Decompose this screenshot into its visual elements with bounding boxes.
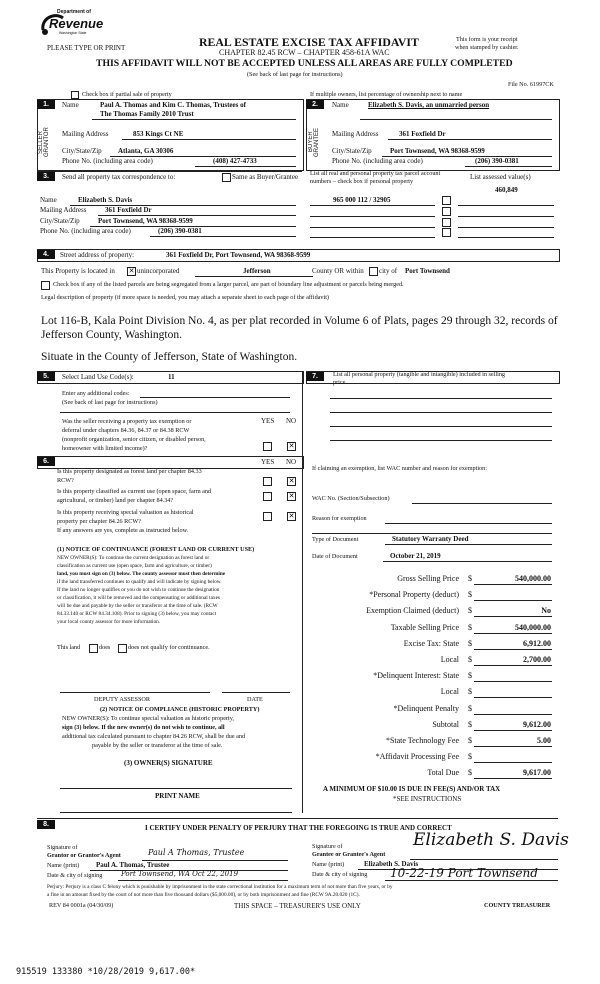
personal-property-checkbox-1[interactable]	[442, 196, 451, 205]
segregated-checkbox[interactable]	[41, 281, 50, 290]
historic-q-line-3: If any answers are yes, complete as instructed below.	[57, 527, 189, 534]
perjury-line-2: a fine in an amount fixed by the court of not more than five thousand dollars ($5,000.00), or by both imprisonment and fine (RCW 9A.20.020 (1C).	[47, 892, 360, 898]
personal-property-checkbox-3[interactable]	[442, 218, 451, 227]
print-name-label: PRINT NAME	[155, 792, 200, 800]
treasurer-use-only: THIS SPACE – TREASURER'S USE ONLY	[234, 902, 361, 910]
notice-continuance-line-3: land, you must sign on (3) below. The county assessor must then determine	[57, 571, 226, 577]
exemption-wac-label: If claiming an exemption, list WAC number and reason for exemption:	[312, 465, 487, 472]
tax-line-label: Local	[440, 655, 459, 664]
receipt-text-2: when stamped by cashier.	[455, 44, 519, 51]
parcel-number[interactable]: 965 000 112 / 32905	[333, 196, 391, 204]
partial-sale-label: Check box if partial sale of property	[82, 91, 172, 98]
tax-line-value[interactable]: 540,000.00	[515, 574, 551, 583]
buyer-side-label: BUYER GRANTEE	[308, 127, 320, 157]
partial-sale-checkbox[interactable]	[71, 91, 79, 99]
historic-no-checkbox[interactable]: ✕	[288, 512, 295, 520]
historic-q-line-2: property per chapter 84.26 RCW?	[57, 518, 142, 525]
tax-line-rule	[474, 730, 552, 731]
form-chapter: CHAPTER 82.45 RCW – CHAPTER 458-61A WAC	[219, 48, 390, 57]
tax-line-rule	[474, 714, 552, 715]
within-city-checkbox[interactable]	[369, 267, 378, 276]
notice-compliance-title: (2) NOTICE OF COMPLIANCE (HISTORIC PROPERTY)	[100, 706, 260, 713]
seller-city-label: City/State/Zip	[62, 147, 102, 155]
street-address[interactable]: 361 Foxfield Dr, Port Townsend, WA 98368-9599	[166, 251, 311, 259]
tax-line-rule	[474, 584, 552, 585]
correspondence-label: Send all property tax correspondence to:	[62, 173, 176, 181]
tax-line-rule	[474, 778, 552, 779]
grantee-signature-of-label: Signature of	[312, 843, 343, 850]
dollar-sign: $	[468, 655, 472, 664]
seller-address-label: Mailing Address	[62, 130, 109, 138]
seller-phone-label: Phone No. (including area code)	[62, 157, 153, 165]
document-type[interactable]: Statutory Warranty Deed	[392, 535, 469, 543]
dollar-sign: $	[468, 703, 472, 713]
exemption-q-line-4: homeowner with limited income)?	[62, 445, 148, 452]
dollar-sign: $	[468, 768, 472, 778]
buyer-city[interactable]: Port Townsend, WA 98368-9599	[390, 147, 485, 155]
perjury-line-1: Perjury: Perjury is a class C felony which is punishable by imprisonment in the state correctional institution for a maximum term of not more than five years, or by	[47, 884, 393, 890]
land-use-label: Select Land Use Code(s):	[62, 373, 134, 381]
legal-description-line-3[interactable]: Situate in the County of Jefferson, State of Washington.	[41, 351, 298, 363]
certify-statement: I CERTIFY UNDER PENALTY OF PERJURY THAT THE FOREGOING IS TRUE AND CORRECT	[145, 824, 452, 832]
dollar-sign: $	[468, 687, 472, 697]
buyer-address-label: Mailing Address	[332, 130, 379, 138]
tax-line-value[interactable]: No	[541, 606, 551, 616]
street-address-label: Street address of property:	[60, 251, 135, 259]
forest-q-line-1: Is this property designated as forest land per chapter 84.33	[57, 468, 202, 475]
land-use-code[interactable]: 11	[168, 373, 175, 381]
county-or-label: County OR within	[312, 267, 364, 275]
tax-line-value[interactable]: 5.00	[537, 736, 551, 745]
deputy-assessor-label: DEPUTY ASSESSOR	[94, 696, 150, 703]
assessed-value[interactable]: 460,849	[495, 186, 518, 194]
forest-no-checkbox[interactable]: ✕	[288, 477, 295, 485]
seller-side-label: SELLER GRANTOR	[38, 127, 50, 157]
legal-description-label: Legal description of property (if more space is needed, you may attach a separate sheet to each page of the affidavit)	[41, 294, 329, 301]
dollar-sign: $	[468, 606, 472, 616]
dollar-sign: $	[468, 671, 472, 681]
seller-name-line-2[interactable]: The Thomas Family 2010 Trust	[100, 110, 194, 118]
notice-compliance-line-1: NEW OWNER(S): To continue special valuation as historic property,	[62, 715, 234, 722]
historic-q-line-1: Is this property receiving special valuation as historical	[57, 509, 194, 516]
tax-line-label: *Delinquent Penalty	[393, 703, 459, 713]
same-as-buyer-label: Same as Buyer/Grantee	[232, 173, 299, 181]
section-3-number: 3.	[37, 172, 55, 181]
notice-compliance-line-4: payable by the seller or transferor at the time of sale.	[92, 742, 223, 749]
buyer-phone[interactable]: (206) 390-0381	[475, 157, 519, 165]
tax-line-value[interactable]: 540,000.00	[515, 622, 551, 632]
grantee-signature[interactable]: Elizabeth S. Davis	[413, 830, 569, 850]
buyer-phone-label: Phone No. (including area code)	[332, 157, 423, 165]
tax-line-rule	[474, 633, 552, 634]
seller-city[interactable]: Atlanta, GA 30306	[118, 147, 174, 155]
parcel-header-2: numbers – check box if personal property	[310, 178, 414, 185]
grantee-date-city[interactable]: 10-22-19 Port Townsend	[390, 866, 538, 880]
sec5-q1-yes-checkbox[interactable]	[263, 442, 272, 451]
sec5-no-header: NO	[286, 417, 297, 425]
dollar-sign: $	[468, 638, 472, 648]
dor-logo	[37, 8, 104, 42]
unincorporated-label: unincorporated	[137, 267, 180, 275]
dollar-sign: $	[468, 752, 472, 762]
form-title: REAL ESTATE EXCISE TAX AFFIDAVIT	[199, 35, 419, 49]
historic-yes-checkbox[interactable]	[263, 512, 272, 521]
county-treasurer-label: COUNTY TREASURER	[484, 902, 551, 909]
notice-continuance-line-5: If the land no longer qualifies or you do not wish to continue the designation	[57, 587, 220, 593]
section-5-number: 5.	[37, 372, 55, 381]
dollar-sign: $	[468, 574, 472, 583]
treasurer-receipt-stamp: 915519 133380 *10/28/2019 9,617.00*	[16, 967, 196, 977]
personal-property-checkbox-2[interactable]	[442, 207, 451, 216]
notice-continuance-line-6: or classification, it will be removed and the compensating or additional taxes	[57, 595, 220, 601]
tax-line-rule	[474, 762, 552, 763]
dollar-sign: $	[468, 622, 472, 632]
buyer-city-label: City/State/Zip	[332, 147, 372, 155]
notice-compliance-line-2: sign (3) below. If the new owner(s) do not wish to continue, all	[62, 724, 225, 731]
tax-line-label: Gross Selling Price	[397, 574, 459, 583]
logo-top-text: Department of	[57, 9, 91, 15]
current-use-q-line-2: agricultural, or timber) land per chapter 84.34?	[57, 497, 174, 504]
tax-line-value[interactable]: 6,912.00	[523, 638, 551, 648]
wac-number-label: WAC No. (Section/Subsection)	[312, 495, 390, 502]
file-number: File No. 61997CK	[508, 81, 554, 88]
does-label: does	[99, 644, 111, 651]
section-7-number: 7.	[306, 372, 324, 381]
does-not-qualify-label: does not qualify for continuance.	[128, 644, 210, 651]
dollar-sign: $	[468, 719, 472, 729]
located-label: This Property is located in	[41, 267, 115, 275]
tax-line-label: Excise Tax: State	[403, 638, 459, 648]
tax-line-label: Total Due	[427, 768, 459, 778]
tax-line-label: Taxable Selling Price	[390, 622, 459, 632]
grantee-name-label: Name (print)	[312, 861, 345, 868]
tax-line-rule	[474, 649, 552, 650]
notice-continuance-line-1: NEW OWNER(S): To continue the current designation as forest land or	[57, 555, 210, 561]
document-date-label: Date of Document	[312, 553, 358, 560]
city-value[interactable]: Port Townsend	[405, 267, 450, 275]
form-revision: REV 84 0001a (04/30/09)	[49, 902, 114, 909]
dollar-sign: $	[468, 736, 472, 745]
minimum-due-line-1: A MINIMUM OF $10.00 IS DUE IN FEE(S) AND/OR TAX	[323, 785, 501, 793]
personal-property-label-1: List all personal property (tangible and intangible) included in selling	[333, 371, 506, 378]
section-4-number: 4.	[37, 250, 55, 259]
corr-name-label: Name	[40, 196, 57, 204]
section-1-number: 1.	[37, 100, 55, 109]
corr-phone[interactable]: (206) 390-0381	[158, 227, 202, 235]
sec6-no-header: NO	[286, 458, 297, 466]
forest-q-line-2: RCW?	[57, 477, 74, 484]
corr-address-label: Mailing Address	[40, 206, 87, 214]
exemption-q-line-1: Was the seller receiving a property tax exemption or	[62, 418, 192, 425]
tax-line-rule	[474, 697, 552, 698]
assessed-header: List assessed value(s)	[470, 173, 531, 181]
see-back-text: (See back of last page for instructions)	[247, 71, 343, 78]
multiple-owners-label: If multiple owners, list percentage of ownership next to name	[310, 91, 463, 98]
corr-address[interactable]: 361 Foxfield Dr	[105, 206, 152, 214]
tax-line-value[interactable]: 9,612.00	[523, 719, 551, 729]
county-value[interactable]: Jefferson	[243, 267, 271, 275]
qualifies-checkbox[interactable]	[89, 644, 98, 653]
current-use-yes-checkbox[interactable]	[263, 492, 272, 501]
please-type-text: PLEASE TYPE OR PRINT	[47, 44, 126, 52]
forest-yes-checkbox[interactable]	[263, 477, 272, 486]
current-use-no-checkbox[interactable]: ✕	[288, 492, 295, 500]
additional-codes-label: Enter any additional codes:	[62, 390, 130, 397]
tax-line-rule	[474, 600, 552, 601]
segregated-label: Check box if any of the listed parcels are being segregated from a larger parcel, are part of boundary line adjustment or parcels being merged.	[53, 281, 404, 288]
current-use-q-line-1: Is this property classified as current use (open space, farm and	[57, 488, 212, 495]
buyer-name[interactable]: Elizabeth S. Davis, an unmarried person	[368, 101, 490, 109]
seller-phone[interactable]: (408) 427-4733	[213, 157, 257, 165]
tax-line-value[interactable]: 2,700.00	[523, 655, 551, 664]
document-date[interactable]: October 21, 2019	[390, 552, 441, 560]
section-6-number: 6.	[37, 457, 55, 466]
grantor-date-label: Date & city of signing	[47, 872, 103, 879]
tax-line-label: *Personal Property (deduct)	[369, 590, 459, 600]
seller-address[interactable]: 853 Kings Ct NE	[133, 130, 184, 138]
tax-line-rule	[474, 665, 552, 666]
tax-line-rule	[474, 616, 552, 617]
corr-city[interactable]: Port Townsend, WA 98368-9599	[98, 217, 193, 225]
exemption-q-line-2: deferral under chapters 84.36, 84.37 or 84.38 RCW	[62, 427, 190, 434]
grantor-date-city[interactable]: Port Townsend, WA Oct 22, 2019	[121, 870, 239, 878]
section-2-number: 2.	[306, 100, 324, 109]
grantor-signature[interactable]: Paul A Thomas, Trustee	[148, 848, 245, 857]
logo-sub-text: Washington State	[59, 31, 87, 35]
grantor-name[interactable]: Paul A. Thomas, Trustee	[96, 861, 170, 869]
does-not-qualify-checkbox[interactable]	[118, 644, 127, 653]
parcel-header-1: List all real and personal property tax parcel account	[310, 170, 441, 177]
legal-description-line-2[interactable]: Jefferson County, Washington.	[41, 329, 183, 341]
notice-continuance-line-4: if the land transferred continues to qualify and will indicate by signing below.	[57, 579, 222, 585]
receipt-text-1: This form is your receipt	[456, 36, 518, 43]
tax-line-label: Local	[440, 687, 459, 697]
notice-continuance-line-9: your local county assessor for more information.	[57, 619, 161, 625]
exemption-q-line-3: (nonprofit organization, senior citizen, or disabled person,	[62, 436, 206, 443]
sec5-q1-no-checkbox[interactable]: ✕	[288, 442, 295, 450]
reason-exemption-label: Reason for exemption	[312, 515, 367, 522]
grantee-agent-label: Grantee or Grantee's Agent	[312, 851, 386, 858]
this-land-label: This land	[57, 644, 81, 651]
city-of-label: city of	[379, 267, 398, 275]
notice-compliance-line-3: additional tax calculated pursuant to chapter 84.26 RCW, shall be due and	[62, 733, 246, 740]
additional-codes-note: (See back of last page for instructions)	[62, 399, 158, 406]
tax-line-rule	[474, 681, 552, 682]
legal-description-line-1[interactable]: Lot 116-B, Kala Point Division No. 4, as per plat recorded in Volume 6 of Plats, pages 29 through 32, records of	[41, 315, 558, 327]
corr-city-label: City/State/Zip	[40, 217, 80, 225]
grantee-name[interactable]: Elizabeth S. Davis	[364, 860, 419, 868]
personal-property-checkbox-4[interactable]	[442, 228, 451, 237]
document-type-label: Type of Document	[312, 536, 359, 543]
notice-continuance-line-7: will be due and payable by the seller or transferor at the time of sale. (RCW	[57, 603, 218, 609]
seller-name-line-1[interactable]: Paul A. Thomas and Kim C. Thomas, Trustees of	[100, 101, 246, 109]
minimum-due-line-2: *SEE INSTRUCTIONS	[393, 795, 462, 803]
tax-line-label: Subtotal	[432, 719, 459, 729]
owner-signature-label: (3) OWNER(S) SIGNATURE	[124, 759, 213, 767]
seller-name-label: Name	[62, 101, 79, 109]
dollar-sign: $	[468, 590, 472, 600]
tax-line-value[interactable]: 9,617.00	[523, 768, 551, 778]
tax-line-label: *Affidavit Processing Fee	[375, 752, 459, 762]
corr-phone-label: Phone No. (including area code)	[40, 227, 131, 235]
corr-name[interactable]: Elizabeth S. Davis	[78, 196, 133, 204]
section-8-number: 8.	[37, 820, 55, 829]
not-accepted-notice: THIS AFFIDAVIT WILL NOT BE ACCEPTED UNLESS ALL AREAS ARE FULLY COMPLETED	[96, 58, 513, 69]
tax-line-label: *State Technology Fee	[385, 736, 459, 745]
notice-continuance-line-2: classification as current use (open space, farm and agriculture, or timber)	[57, 563, 212, 569]
tax-line-rule	[474, 746, 552, 747]
logo-main-text: Revenue	[49, 16, 104, 31]
grantor-signature-of-label: Signature of	[47, 844, 78, 851]
sec5-yes-header: YES	[261, 417, 275, 425]
notice-continuance-title: (1) NOTICE OF CONTINUANCE (FOREST LAND OR CURRENT USE)	[57, 546, 255, 553]
buyer-name-label: Name	[332, 101, 349, 109]
same-as-buyer-checkbox[interactable]	[222, 173, 231, 182]
tax-line-label: *Delinquent Interest: State	[373, 671, 459, 681]
grantor-agent-label: Grantor or Grantor's Agent	[47, 852, 121, 859]
sec6-yes-header: YES	[261, 458, 275, 466]
personal-property-label-2: price.	[333, 379, 347, 386]
buyer-address[interactable]: 361 Foxfield Dr	[399, 130, 446, 138]
notice-continuance-line-8: 84.33.140 or RCW 84.34.108). Prior to signing (3) below, you may contact	[57, 611, 217, 617]
tax-line-label: Exemption Claimed (deduct)	[366, 606, 459, 616]
deputy-date-label: DATE	[247, 696, 263, 703]
unincorporated-checkbox[interactable]: ✕	[128, 267, 135, 275]
grantor-name-label: Name (print)	[47, 862, 80, 869]
grantee-date-label: Date & city of signing	[312, 871, 368, 878]
